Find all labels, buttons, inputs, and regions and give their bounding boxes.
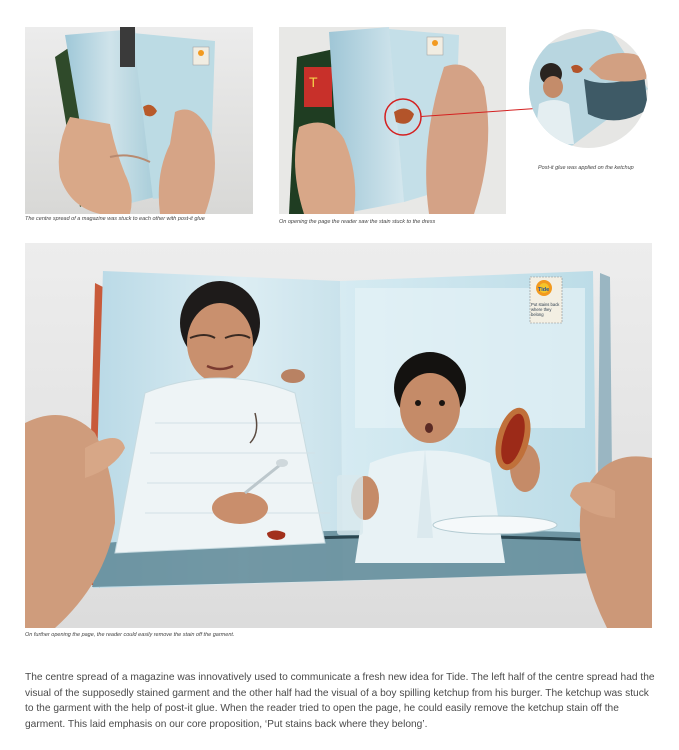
caption-step-4: On further opening the page, the reader could easily remove the stain off the garment. [25, 632, 235, 638]
svg-text:T: T [309, 74, 318, 90]
photo-magazine-stuck [25, 27, 253, 214]
tide-tagline: Put stains back where they belong [531, 302, 560, 317]
caption-step-2: On opening the page the reader saw the stain stuck to the dress [279, 219, 436, 225]
caption-step-3: Post-it glue was applied on the ketchup [538, 165, 634, 171]
photo-magazine-opening [279, 27, 506, 214]
description-paragraph: The centre spread of a magazine was innovatively used to communicate a fresh new idea for Tide. The left half of the centre spread had the visual of the supposedly stained garment and the other half had the visual of a boy spilling ketchup from his burger. The ketchup was stuck to the garment with the help of post-it glue. When the reader tried to open the page, he could easily remove the ketchup stain off the garment. This laid emphasis on our core proposition, ‘Put stains back where they belong’. [25, 672, 655, 730]
svg-text:Tide: Tide [538, 287, 550, 293]
caption-step-1: The centre spread of a magazine was stuck to each other with post-it glue [25, 216, 205, 222]
photo-closeup-ketchup [529, 29, 648, 148]
photo-main-spread [25, 243, 652, 628]
